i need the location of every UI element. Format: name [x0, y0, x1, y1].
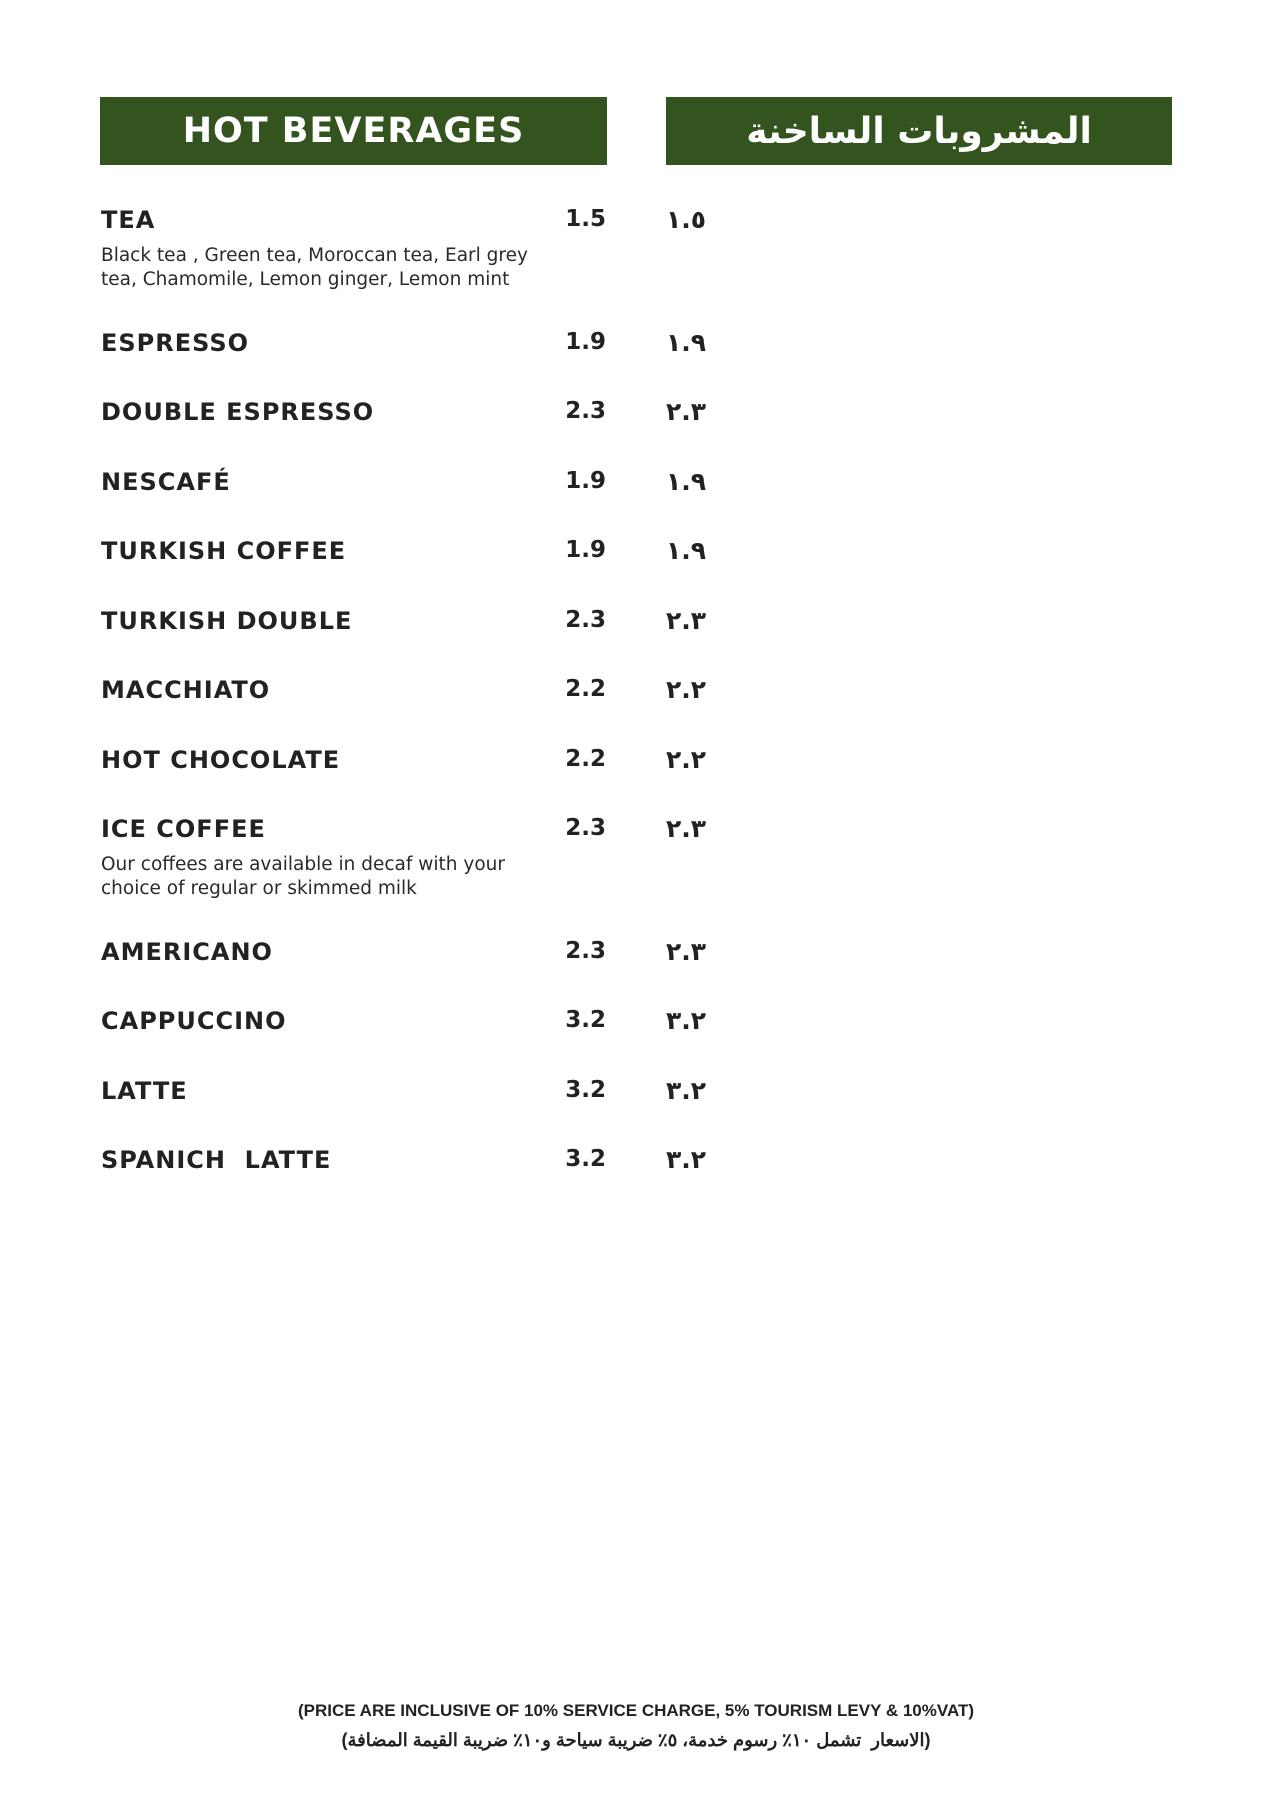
item-price-ar: ٢.٢ — [666, 745, 707, 774]
item-price-en: 2.3 — [565, 938, 606, 964]
item-price-ar: ٣.٢ — [666, 1076, 707, 1105]
footer-note-ar: (الاسعار تشمل ١٠٪ رسوم خدمة، ٥٪ ضريبة سياحة و١٠٪ ضريبة القيمة المضافة) — [341, 1730, 931, 1750]
item-price-ar: ٣.٢ — [666, 1006, 707, 1035]
item-price-ar: ٢.٢ — [666, 675, 707, 704]
item-desc-en: Black tea , Green tea, Moroccan tea, Earl grey tea, Chamomile, Lemon ginger, Lemon mint — [101, 245, 528, 290]
item-price-ar: ١.٩ — [666, 536, 707, 565]
item-name-en: TURKISH COFFEE — [101, 537, 347, 565]
item-name-en: TEA — [101, 206, 156, 234]
item-name-en: NESCAFÉ — [101, 468, 231, 496]
item-name-en: DOUBLE ESPRESSO — [101, 398, 375, 426]
item-price-ar: ١.٩ — [666, 328, 707, 357]
header-en — [100, 97, 607, 165]
item-price-en: 2.2 — [565, 676, 606, 702]
footer-note-en: (PRICE ARE INCLUSIVE OF 10% SERVICE CHARGE, 5% TOURISM LEVY & 10%VAT) — [297, 1701, 975, 1720]
header-ar — [666, 97, 1172, 165]
item-name-en: CAPPUCCINO — [101, 1007, 287, 1035]
item-price-en: 2.2 — [565, 746, 606, 772]
item-name-en: MACCHIATO — [101, 676, 271, 704]
item-name-en: HOT CHOCOLATE — [101, 746, 341, 774]
item-price-en: 1.9 — [565, 537, 606, 563]
item-price-en: 1.9 — [565, 468, 606, 494]
item-price-en: 3.2 — [565, 1007, 606, 1033]
item-name-en: ESPRESSO — [101, 329, 250, 357]
item-price-en: 2.3 — [565, 815, 606, 841]
header-ar-title: المشروبات الساخنة — [746, 110, 1092, 152]
item-price-ar: ١.٥ — [666, 205, 707, 234]
item-price-en: 2.3 — [565, 398, 606, 424]
item-price-ar: ١.٩ — [666, 467, 707, 496]
item-price-en: 1.5 — [565, 206, 606, 232]
item-name-en: SPANICH LATTE — [101, 1146, 332, 1174]
item-name-en: LATTE — [101, 1077, 188, 1105]
item-price-en: 1.9 — [565, 329, 606, 355]
item-price-en: 3.2 — [565, 1077, 606, 1103]
item-price-ar: ٢.٣ — [666, 814, 707, 843]
item-name-en: TURKISH DOUBLE — [101, 607, 353, 635]
header-en-title: HOT BEVERAGES — [182, 111, 525, 151]
item-price-ar: ٢.٣ — [666, 606, 707, 635]
item-desc-en: Our coffees are available in decaf with your choice of regular or skimmed milk — [101, 854, 505, 899]
item-price-en: 3.2 — [565, 1146, 606, 1172]
item-price-ar: ٢.٣ — [666, 397, 707, 426]
item-price-en: 2.3 — [565, 607, 606, 633]
item-price-ar: ٣.٢ — [666, 1145, 707, 1174]
item-name-en: AMERICANO — [101, 938, 273, 966]
item-price-ar: ٢.٣ — [666, 937, 707, 966]
item-name-en: ICE COFFEE — [101, 815, 266, 843]
